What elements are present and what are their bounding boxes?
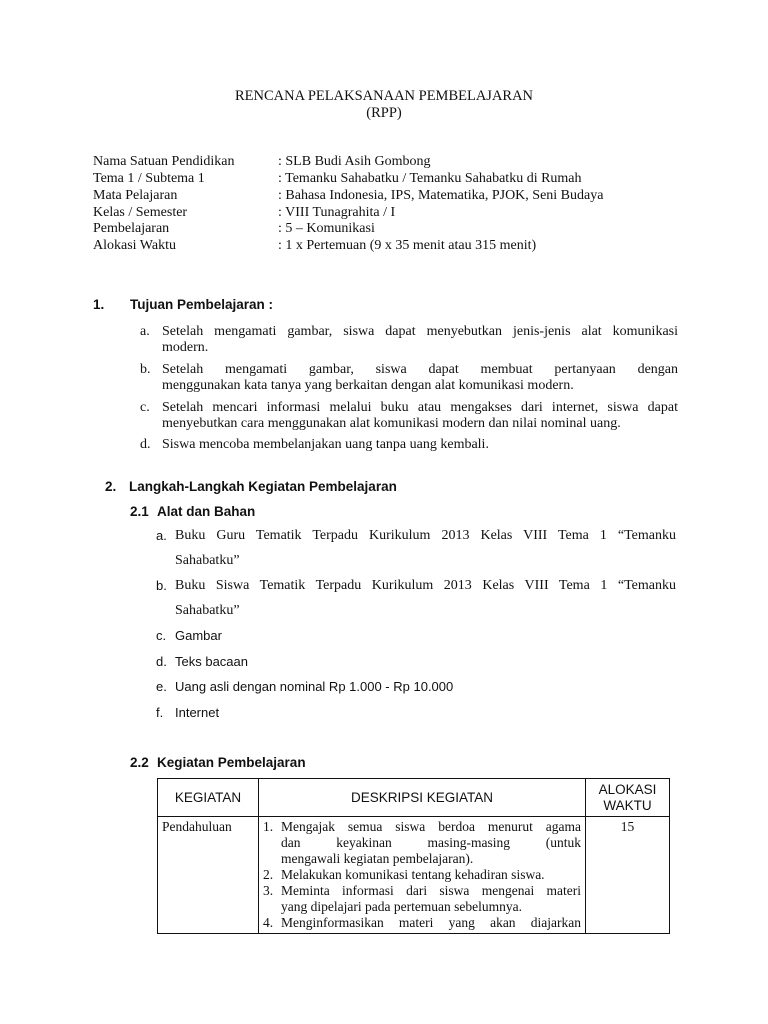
identity-value: : 5 – Komunikasi — [278, 221, 375, 236]
subsection-heading: Alat dan Bahan — [157, 504, 256, 519]
identity-value: : Temanku Sahabatku / Temanku Sahabatku di Rumah — [278, 171, 582, 186]
section2-number: 2. — [105, 479, 117, 494]
cell-kegiatan: Pendahuluan — [158, 817, 259, 934]
header-alokasi — [586, 779, 670, 817]
list-text: Gambar — [175, 628, 222, 643]
list-item — [156, 573, 676, 623]
identity-row — [93, 153, 693, 170]
list-item — [140, 324, 678, 356]
identity-label: Tema 1 / Subtema 1 — [93, 171, 205, 186]
identity-label: Kelas / Semester — [93, 205, 188, 220]
list-marker: b. — [140, 362, 151, 377]
list-item — [156, 623, 676, 648]
list-text: Buku Guru Tematik Terpadu Kurikulum 2013 Kelas VIII Tema 1 “Temanku — [175, 528, 676, 543]
list-text: Setelah mencari informasi melalui buku atau mengakses dari internet, siswa dapat — [162, 400, 678, 415]
list-text: Teks bacaan — [175, 654, 248, 669]
section1-heading: Tujuan Pembelajaran : — [130, 297, 274, 312]
list-text: menggunakan kata tanya yang berkaitan dengan alat komunikasi modern. — [162, 378, 574, 393]
step-number: 3. — [263, 883, 274, 898]
identity-row — [93, 237, 693, 254]
step-number: 2. — [263, 867, 274, 882]
subsection-heading: Kegiatan Pembelajaran — [157, 755, 306, 770]
list-marker: b. — [156, 578, 167, 593]
list-marker: c. — [140, 400, 150, 415]
identity-value: : VIII Tunagrahita / I — [278, 205, 396, 220]
list-marker: a. — [156, 528, 167, 543]
identity-label: Alokasi Waktu — [93, 238, 176, 253]
table-header-row — [158, 779, 670, 817]
identity-row — [93, 170, 693, 187]
identity-row — [93, 220, 693, 237]
list-text: Sahabatku” — [175, 603, 240, 618]
activity-step — [263, 915, 581, 931]
list-item — [140, 437, 678, 453]
step-text: dan keyakinan masing-masing (untuk — [281, 835, 581, 850]
step-text: Mengajak semua siswa berdoa menurut agama — [281, 819, 581, 834]
list-item — [156, 523, 676, 573]
list-item — [156, 700, 676, 725]
list-marker: f. — [156, 705, 164, 720]
step-text: Menginformasikan materi yang akan diajarkan — [281, 915, 581, 930]
list-text: Siswa mencoba membelanjakan uang tanpa uang kembali. — [162, 437, 489, 452]
list-text: Uang asli dengan nominal Rp 1.000 - Rp 10.000 — [175, 679, 454, 694]
header-kegiatan: KEGIATAN — [158, 779, 259, 817]
cell-alokasi: 15 — [586, 817, 670, 934]
identity-value: : 1 x Pertemuan (9 x 35 menit atau 315 menit) — [278, 238, 537, 253]
list-text: menyebutkan cara menggunakan alat komunikasi modern dan nilai nominal uang. — [162, 416, 621, 431]
list-item — [140, 400, 678, 432]
list-item — [140, 362, 678, 394]
header-alokasi-line2: WAKTU — [603, 797, 652, 813]
section1-number: 1. — [93, 297, 105, 312]
list-item — [156, 649, 676, 674]
activity-step — [263, 819, 581, 867]
activity-table — [157, 778, 670, 934]
subsection-number: 2.2 — [130, 755, 149, 770]
identity-row — [93, 204, 693, 221]
step-text: mengawali kegiatan pembelajaran). — [281, 851, 474, 866]
list-marker: c. — [156, 628, 167, 643]
list-marker: a. — [140, 324, 150, 339]
section2-heading: Langkah-Langkah Kegiatan Pembelajaran — [129, 479, 397, 494]
activity-step — [263, 867, 581, 883]
identity-label: Pembelajaran — [93, 221, 170, 236]
list-text: Setelah mengamati gambar, siswa dapat membuat pertanyaan dengan — [162, 362, 678, 377]
list-item — [156, 674, 676, 699]
identity-label: Mata Pelajaran — [93, 188, 178, 203]
cell-deskripsi — [259, 817, 586, 934]
step-text: Melakukan komunikasi tentang kehadiran siswa. — [281, 867, 545, 882]
identity-value: : Bahasa Indonesia, IPS, Matematika, PJOK, Seni Budaya — [278, 188, 604, 203]
step-text: yang dipelajari pada pertemuan sebelumnya. — [281, 899, 523, 914]
identity-value: : SLB Budi Asih Gombong — [278, 154, 431, 169]
list-text: Sahabatku” — [175, 553, 240, 568]
subsection-number: 2.1 — [130, 504, 149, 519]
document-subtitle: (RPP) — [366, 105, 402, 121]
document-title: RENCANA PELAKSANAAN PEMBELAJARAN — [234, 88, 534, 104]
header-alokasi-line1: ALOKASI — [598, 781, 657, 797]
list-text: Buku Siswa Tematik Terpadu Kurikulum 2013 Kelas VIII Tema 1 “Temanku — [175, 578, 676, 593]
step-number: 4. — [263, 915, 274, 930]
list-marker: d. — [156, 654, 167, 669]
header-deskripsi: DESKRIPSI KEGIATAN — [259, 779, 586, 817]
list-text: Setelah mengamati gambar, siswa dapat menyebutkan jenis-jenis alat komunikasi — [162, 324, 678, 339]
list-marker: d. — [140, 437, 151, 452]
identity-label: Nama Satuan Pendidikan — [93, 154, 235, 169]
activity-step — [263, 883, 581, 915]
step-number: 1. — [263, 819, 274, 834]
list-marker: e. — [156, 679, 167, 694]
identity-row — [93, 187, 693, 204]
list-text: modern. — [162, 340, 209, 355]
list-text: Internet — [175, 705, 220, 720]
step-text: Meminta informasi dari siswa mengenai materi — [281, 883, 581, 898]
table-row — [158, 817, 670, 934]
